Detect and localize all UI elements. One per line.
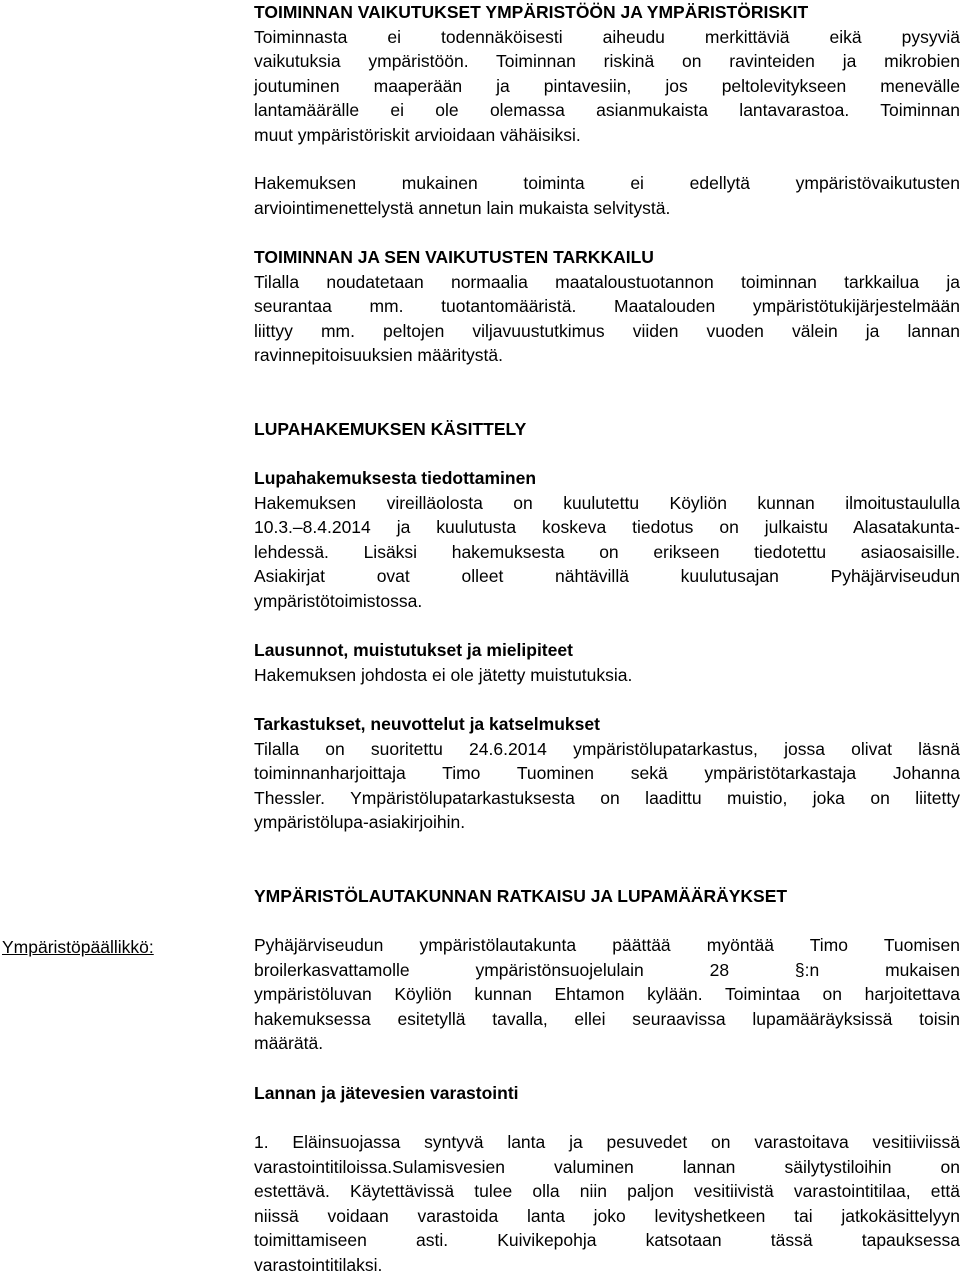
text-line: Asiakirjat ovat olleet nähtävillä kuulutusajan Pyhäjärviseudun	[254, 566, 960, 587]
text-line: Hakemuksen mukainen toiminta ei edellytä ympäristövaikutusten	[254, 173, 960, 193]
section-announcement	[254, 466, 960, 614]
text-line: broilerkasvattamolle ympäristönsuojelulain 28 §:n mukaisen	[254, 959, 960, 980]
section-manure-storage-text	[254, 1130, 960, 1278]
paragraph	[254, 25, 960, 148]
subsection-heading: Lausunnot, muistutukset ja mielipiteet	[254, 640, 573, 660]
section-heading: LUPAHAKEMUKSEN KÄSITTELY	[254, 419, 527, 439]
text-line: ympäristötoimistossa.	[254, 590, 423, 611]
text-line: lantamäärälle ei ole olemassa asianmukaista lantavarastoa. Toiminnan	[254, 100, 960, 121]
subsection-heading: Lupahakemuksesta tiedottaminen	[254, 468, 537, 488]
text-line: joutuminen maaperään ja pintavesiin, jos peltolevitykseen menevälle	[254, 75, 960, 96]
text-line: toiminnanharjoittaja Timo Tuominen sekä ympäristötarkastaja Johanna	[254, 763, 960, 784]
section-statements	[254, 638, 960, 687]
text-line: varastointitiloissa.Sulamisvesien valuminen lannan säilytystiloihin on	[254, 1156, 960, 1177]
text-line: estettävä. Käytettävissä tulee olla niin paljon vesitiivistä varastointitilaa, että	[254, 1181, 960, 1202]
section-manure-storage	[254, 1081, 960, 1106]
side-label-environment-manager: Ympäristöpäällikkö:	[2, 937, 154, 957]
paragraph	[254, 491, 960, 614]
section-heading: YMPÄRISTÖLAUTAKUNNAN RATKAISU JA LUPAMÄÄRÄYKSET	[254, 886, 788, 906]
paragraph	[254, 1130, 960, 1278]
subsection-heading: Tarkastukset, neuvottelut ja katselmukset	[254, 714, 600, 734]
section-decision-text	[254, 933, 960, 1056]
section-monitoring	[254, 245, 960, 368]
text-line: 10.3.–8.4.2014 ja kuulutusta koskeva tiedotus on julkaistu Alasatakunta-	[254, 517, 960, 538]
section-environmental-impacts	[254, 0, 960, 148]
text-line: Hakemuksen johdosta ei ole jätetty muistutuksia.	[254, 664, 633, 685]
text-line: 1. Eläinsuojassa syntyvä lanta ja pesuvedet on varastoitava vesitiiviissä	[254, 1132, 960, 1152]
subsection-heading: Lannan ja jätevesien varastointi	[254, 1083, 519, 1103]
text-line: ravinnepitoisuuksien määritystä.	[254, 345, 504, 366]
paragraph	[254, 270, 960, 368]
section-inspections	[254, 712, 960, 835]
text-line: Thessler. Ympäristölupatarkastuksesta on laadittu muistio, joka on liitetty	[254, 787, 960, 808]
text-line: määrätä.	[254, 1033, 324, 1054]
text-line: Toiminnasta ei todennäköisesti aiheudu merkittäviä eikä pysyviä	[254, 26, 960, 47]
text-line: ympäristöluvan Köyliön kunnan Ehtamon kylään. Toimintaa on harjoitettava	[254, 984, 960, 1005]
section-permit-processing	[254, 417, 960, 442]
section-heading: TOIMINNAN VAIKUTUKSET YMPÄRISTÖÖN JA YMPÄRISTÖRISKIT	[254, 2, 809, 22]
text-line: liittyy mm. peltojen viljavuustutkimus viiden vuoden välein ja lannan	[254, 320, 960, 341]
paragraph	[254, 933, 960, 1056]
text-line: seurantaa mm. tuotantomääristä. Maatalouden ympäristötukijärjestelmään	[254, 296, 960, 317]
text-line: hakemuksessa esitetyllä tavalla, ellei seuraavissa lupamääräyksissä toisin	[254, 1008, 960, 1029]
section-eia-statement	[254, 171, 960, 220]
text-line: niissä voidaan varastoida lanta joko levityshetkeen tai jatkokäsittelyyn	[254, 1205, 960, 1226]
section-decision	[254, 884, 960, 909]
text-line: lehdessä. Lisäksi hakemuksesta on erikseen tiedotettu asiaosaisille.	[254, 541, 960, 562]
paragraph	[254, 737, 960, 835]
paragraph	[254, 171, 960, 220]
text-line: toimittamiseen asti. Kuivikepohja katsotaan tässä tapauksessa	[254, 1230, 960, 1251]
text-line: Pyhäjärviseudun ympäristölautakunta päättää myöntää Timo Tuomisen	[254, 935, 960, 955]
text-line: vaikutuksia ympäristöön. Toiminnan riskinä on ravinteiden ja mikrobien	[254, 51, 960, 72]
text-line: arviointimenettelystä annetun lain mukaista selvitystä.	[254, 197, 671, 218]
text-line: muut ympäristöriskit arvioidaan vähäisiksi.	[254, 124, 581, 145]
text-line: ympäristölupa-asiakirjoihin.	[254, 812, 466, 833]
section-heading: TOIMINNAN JA SEN VAIKUTUSTEN TARKKAILU	[254, 247, 654, 267]
text-line: Tilalla noudatetaan normaalia maataloustuotannon toiminnan tarkkailua ja	[254, 271, 960, 292]
text-line: Tilalla on suoritettu 24.6.2014 ympäristölupatarkastus, jossa olivat läsnä	[254, 738, 960, 759]
text-line: varastointitilaksi.	[254, 1254, 383, 1275]
paragraph	[254, 663, 960, 688]
text-line: Hakemuksen vireilläolosta on kuulutettu Köyliön kunnan ilmoitustaululla	[254, 492, 960, 513]
